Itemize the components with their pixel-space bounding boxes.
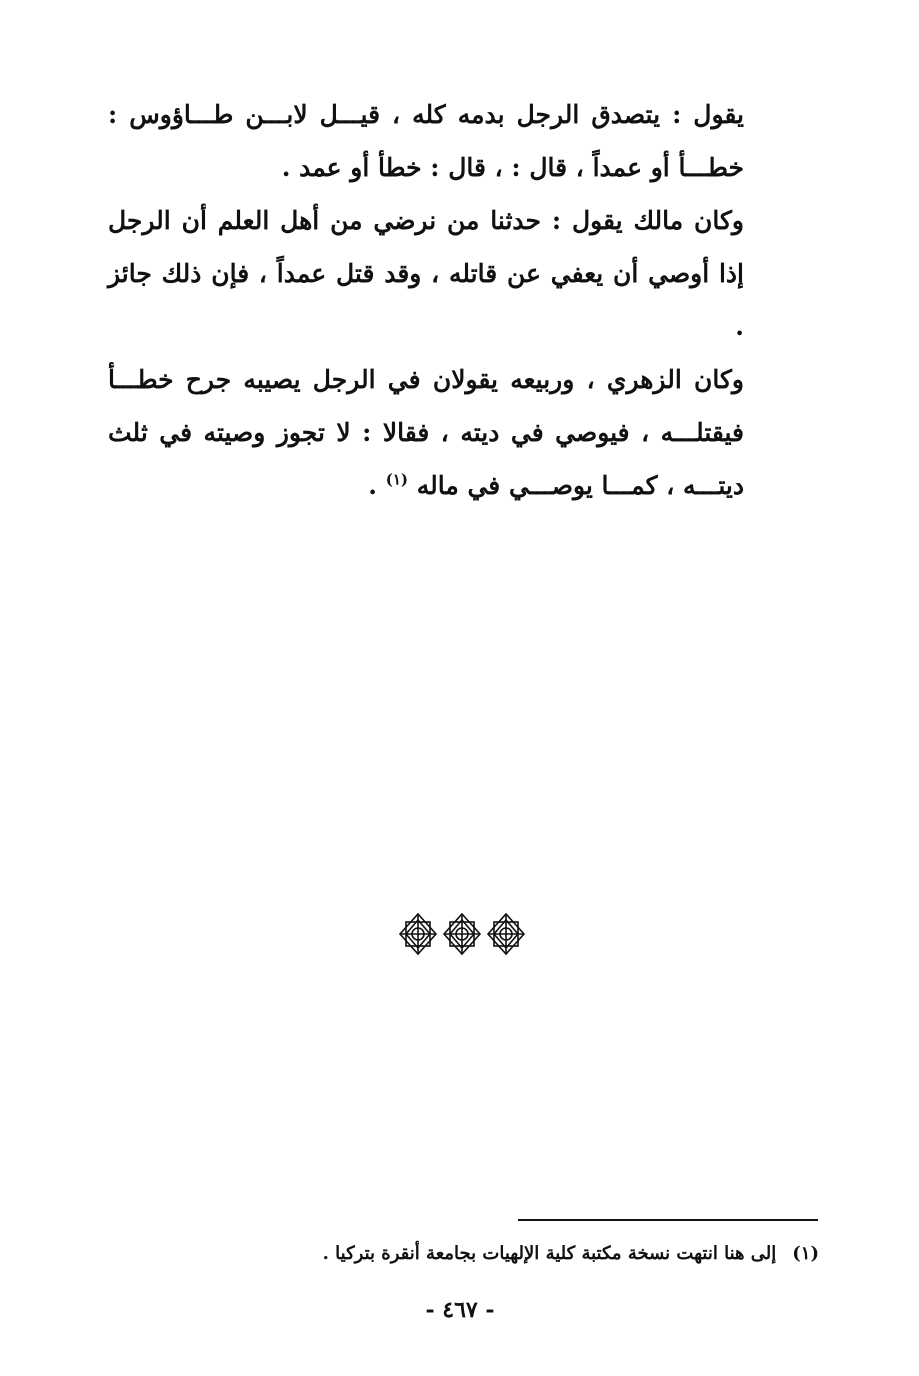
section-divider-ornament [398, 910, 526, 958]
paragraph-3-period: . [368, 471, 386, 500]
star-octagon-ornament-icon [442, 912, 482, 956]
footnote-number: (١) [792, 1243, 819, 1264]
footnote-separator [518, 1219, 818, 1221]
paragraph-3 [108, 353, 744, 512]
paragraph-3-text: وكان الزهري ، وربيعه يقولان في الرجل يصيبه جرح خطـــأ فيقتلـــه ، فيوصي في ديته ، فقالا : لا تجوز وصيته في ثلث ديتـــه ، كمـــا يوصـــي في ماله [108, 365, 744, 500]
footnote-reference[interactable]: (١) [385, 470, 408, 489]
page-number: - ٤٦٧ - [425, 1297, 495, 1323]
main-text [108, 88, 744, 512]
footnote-text: إلى هنا انتهت نسخة مكتبة كلية الإلهيات بجامعة أنقرة بتركيا . [322, 1243, 777, 1264]
star-octagon-ornament-icon [486, 912, 526, 956]
paragraph-1: يقول : يتصدق الرجل بدمه كله ، قيـــل لابـــن طـــاؤوس : خطـــأ أو عمداً ، قال : ، قال : خطأ أو عمد . [108, 100, 744, 182]
star-octagon-ornament-icon [398, 912, 438, 956]
paragraph-2: وكان مالك يقول : حدثنا من نرضي من أهل العلم أن الرجل إذا أوصي أن يعفي عن قاتله ، وقد قتل عمداً ، فإن ذلك جائز . [108, 206, 744, 341]
footnote [119, 1236, 819, 1272]
